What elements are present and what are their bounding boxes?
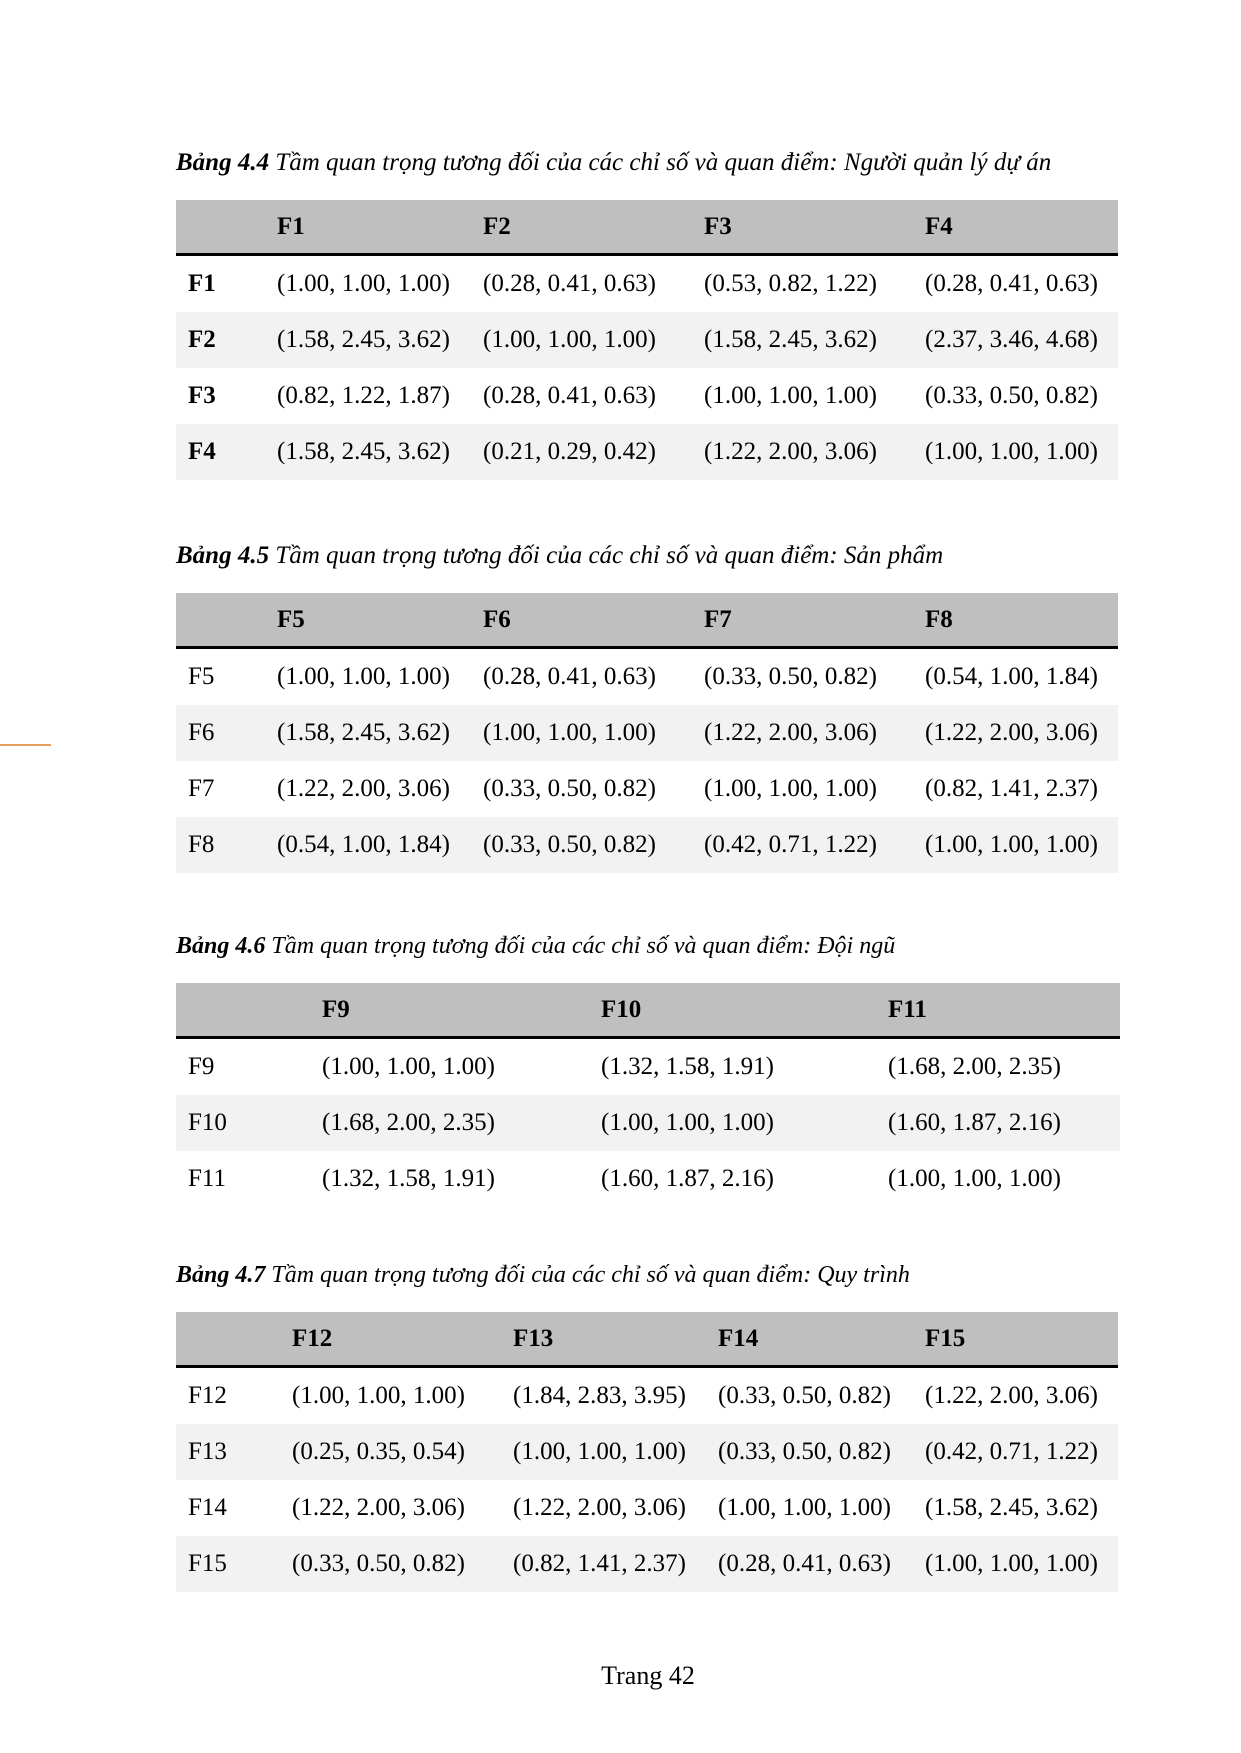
table-4-7-block <box>176 1259 1118 1592</box>
data-table <box>176 200 1118 480</box>
row-header: F13 <box>176 1424 280 1480</box>
table-cell: (1.00, 1.00, 1.00) <box>913 1536 1118 1592</box>
table-body <box>176 649 1118 873</box>
corner-cell <box>176 983 310 1039</box>
table-cell: (1.00, 1.00, 1.00) <box>292 1382 465 1409</box>
table-4-6-block <box>176 930 1120 1207</box>
row-header: F14 <box>188 1494 227 1521</box>
table-cell: (0.42, 0.71, 1.22) <box>913 1424 1118 1480</box>
table-cell: (0.33, 0.50, 0.82) <box>925 382 1098 409</box>
table-cell: (0.42, 0.71, 1.22) <box>692 817 913 873</box>
data-table <box>176 593 1118 873</box>
column-header: F8 <box>913 593 1118 649</box>
table-cell: (0.28, 0.41, 0.63) <box>706 1536 913 1592</box>
table-cell: (1.22, 2.00, 3.06) <box>513 1494 686 1521</box>
column-header: F14 <box>706 1312 913 1368</box>
table-cell: (0.82, 1.41, 2.37) <box>925 775 1098 802</box>
table-row <box>176 1536 1118 1592</box>
table-cell: (1.68, 2.00, 2.35) <box>888 1053 1061 1080</box>
column-header: F6 <box>471 593 692 649</box>
table-cell: (1.32, 1.58, 1.91) <box>322 1165 495 1192</box>
table-caption <box>176 540 1118 572</box>
table-head <box>176 1312 1118 1368</box>
table-row <box>176 256 1118 312</box>
header-row <box>176 593 1118 649</box>
row-header: F11 <box>188 1165 226 1192</box>
caption-text: Tầm quan trọng tương đối của các chỉ số và quan điểm: Đội ngũ <box>271 933 896 959</box>
table-cell: (1.00, 1.00, 1.00) <box>913 817 1118 873</box>
table-cell: (0.28, 0.41, 0.63) <box>483 382 656 409</box>
table-cell: (1.00, 1.00, 1.00) <box>589 1095 876 1151</box>
table-cell: (0.21, 0.29, 0.42) <box>471 424 692 480</box>
row-header: F4 <box>176 424 265 480</box>
table-cell: (1.58, 2.45, 3.62) <box>692 312 913 368</box>
corner-cell <box>176 593 265 649</box>
table-4-5-block <box>176 540 1118 873</box>
row-header: F10 <box>176 1095 310 1151</box>
table-cell: (0.28, 0.41, 0.63) <box>483 663 656 690</box>
caption-label: Bảng 4.4 <box>176 149 270 176</box>
table-cell: (1.60, 1.87, 2.16) <box>601 1165 774 1192</box>
table-cell: (1.68, 2.00, 2.35) <box>310 1095 589 1151</box>
table-cell: (1.60, 1.87, 2.16) <box>876 1095 1120 1151</box>
table-cell: (0.33, 0.50, 0.82) <box>280 1536 501 1592</box>
row-header: F9 <box>188 1053 215 1080</box>
table-body <box>176 1039 1120 1207</box>
table-row <box>176 1095 1120 1151</box>
table-cell: (1.84, 2.83, 3.95) <box>513 1382 686 1409</box>
column-header: F10 <box>589 983 876 1039</box>
table-cell: (1.00, 1.00, 1.00) <box>913 424 1118 480</box>
table-row <box>176 649 1118 705</box>
table-caption <box>176 147 1118 179</box>
table-cell: (0.25, 0.35, 0.54) <box>280 1424 501 1480</box>
table-row <box>176 368 1118 424</box>
table-cell: (1.58, 2.45, 3.62) <box>265 705 471 761</box>
column-header: F4 <box>913 200 1118 256</box>
table-cell: (0.28, 0.41, 0.63) <box>925 270 1098 297</box>
table-cell: (1.58, 2.45, 3.62) <box>925 1494 1098 1521</box>
corner-cell <box>176 1312 280 1368</box>
table-cell: (0.53, 0.82, 1.22) <box>704 270 877 297</box>
page-number: Trang 42 <box>601 1661 695 1690</box>
table-row <box>176 761 1118 817</box>
caption-label: Bảng 4.5 <box>176 542 270 569</box>
table-cell: (1.22, 2.00, 3.06) <box>277 775 450 802</box>
table-row <box>176 1424 1118 1480</box>
caption-label: Bảng 4.7 <box>176 1262 266 1288</box>
table-head <box>176 593 1118 649</box>
table-cell: (1.22, 2.00, 3.06) <box>292 1494 465 1521</box>
caption-text: Tầm quan trọng tương đối của các chỉ số và quan điểm: Sản phẩm <box>275 542 944 569</box>
table-cell: (1.22, 2.00, 3.06) <box>925 1382 1098 1409</box>
caption-text: Tầm quan trọng tương đối của các chỉ số và quan điểm: Người quản lý dự án <box>275 149 1052 176</box>
table-row <box>176 312 1118 368</box>
table-cell: (1.00, 1.00, 1.00) <box>471 705 692 761</box>
table-cell: (1.00, 1.00, 1.00) <box>471 312 692 368</box>
column-header: F1 <box>265 200 471 256</box>
table-head <box>176 983 1120 1039</box>
header-row <box>176 983 1120 1039</box>
table-4-4-block <box>176 147 1118 480</box>
table-cell: (1.58, 2.45, 3.62) <box>265 312 471 368</box>
column-header: F5 <box>265 593 471 649</box>
table-cell: (1.00, 1.00, 1.00) <box>322 1053 495 1080</box>
table-cell: (0.33, 0.50, 0.82) <box>706 1424 913 1480</box>
table-row <box>176 817 1118 873</box>
table-cell: (1.00, 1.00, 1.00) <box>888 1165 1061 1192</box>
table-cell: (0.54, 1.00, 1.84) <box>265 817 471 873</box>
table-cell: (1.00, 1.00, 1.00) <box>501 1424 706 1480</box>
table-head <box>176 200 1118 256</box>
column-header: F2 <box>471 200 692 256</box>
table-cell: (0.33, 0.50, 0.82) <box>483 775 656 802</box>
table-cell: (0.82, 1.22, 1.87) <box>277 382 450 409</box>
table-row <box>176 424 1118 480</box>
column-header: F15 <box>913 1312 1118 1368</box>
column-header: F13 <box>501 1312 706 1368</box>
table-cell: (1.00, 1.00, 1.00) <box>718 1494 891 1521</box>
column-header: F9 <box>310 983 589 1039</box>
column-header: F11 <box>876 983 1120 1039</box>
header-row <box>176 1312 1118 1368</box>
row-header: F12 <box>188 1382 227 1409</box>
row-header: F7 <box>188 775 215 802</box>
table-cell: (1.22, 2.00, 3.06) <box>692 705 913 761</box>
corner-cell <box>176 200 265 256</box>
column-header: F3 <box>692 200 913 256</box>
row-header: F5 <box>188 663 215 690</box>
table-cell: (0.82, 1.41, 2.37) <box>501 1536 706 1592</box>
table-cell: (1.00, 1.00, 1.00) <box>277 270 450 297</box>
table-caption <box>176 1259 1118 1291</box>
margin-accent-line <box>0 744 51 746</box>
row-header: F6 <box>176 705 265 761</box>
table-cell: (1.00, 1.00, 1.00) <box>704 382 877 409</box>
table-cell: (2.37, 3.46, 4.68) <box>913 312 1118 368</box>
table-cell: (0.33, 0.50, 0.82) <box>471 817 692 873</box>
data-table <box>176 1312 1118 1592</box>
table-cell: (1.00, 1.00, 1.00) <box>277 663 450 690</box>
table-cell: (0.54, 1.00, 1.84) <box>925 663 1098 690</box>
caption-label: Bảng 4.6 <box>176 933 266 959</box>
table-cell: (1.22, 2.00, 3.06) <box>692 424 913 480</box>
row-header: F1 <box>188 270 216 297</box>
column-header: F12 <box>280 1312 501 1368</box>
table-cell: (1.58, 2.45, 3.62) <box>265 424 471 480</box>
table-body <box>176 256 1118 480</box>
table-cell: (0.33, 0.50, 0.82) <box>704 663 877 690</box>
table-cell: (0.28, 0.41, 0.63) <box>483 270 656 297</box>
table-body <box>176 1368 1118 1592</box>
table-cell: (1.00, 1.00, 1.00) <box>704 775 877 802</box>
table-cell: (1.32, 1.58, 1.91) <box>601 1053 774 1080</box>
table-row <box>176 1368 1118 1424</box>
column-header: F7 <box>692 593 913 649</box>
row-header: F15 <box>176 1536 280 1592</box>
table-row <box>176 705 1118 761</box>
table-caption <box>176 930 1120 962</box>
row-header: F8 <box>176 817 265 873</box>
data-table <box>176 983 1120 1207</box>
table-row <box>176 1480 1118 1536</box>
table-row <box>176 1151 1120 1207</box>
row-header: F2 <box>176 312 265 368</box>
table-cell: (1.22, 2.00, 3.06) <box>913 705 1118 761</box>
row-header: F3 <box>188 382 216 409</box>
table-row <box>176 1039 1120 1095</box>
header-row <box>176 200 1118 256</box>
table-cell: (0.33, 0.50, 0.82) <box>718 1382 891 1409</box>
caption-text: Tầm quan trọng tương đối của các chỉ số và quan điểm: Quy trình <box>271 1262 910 1288</box>
